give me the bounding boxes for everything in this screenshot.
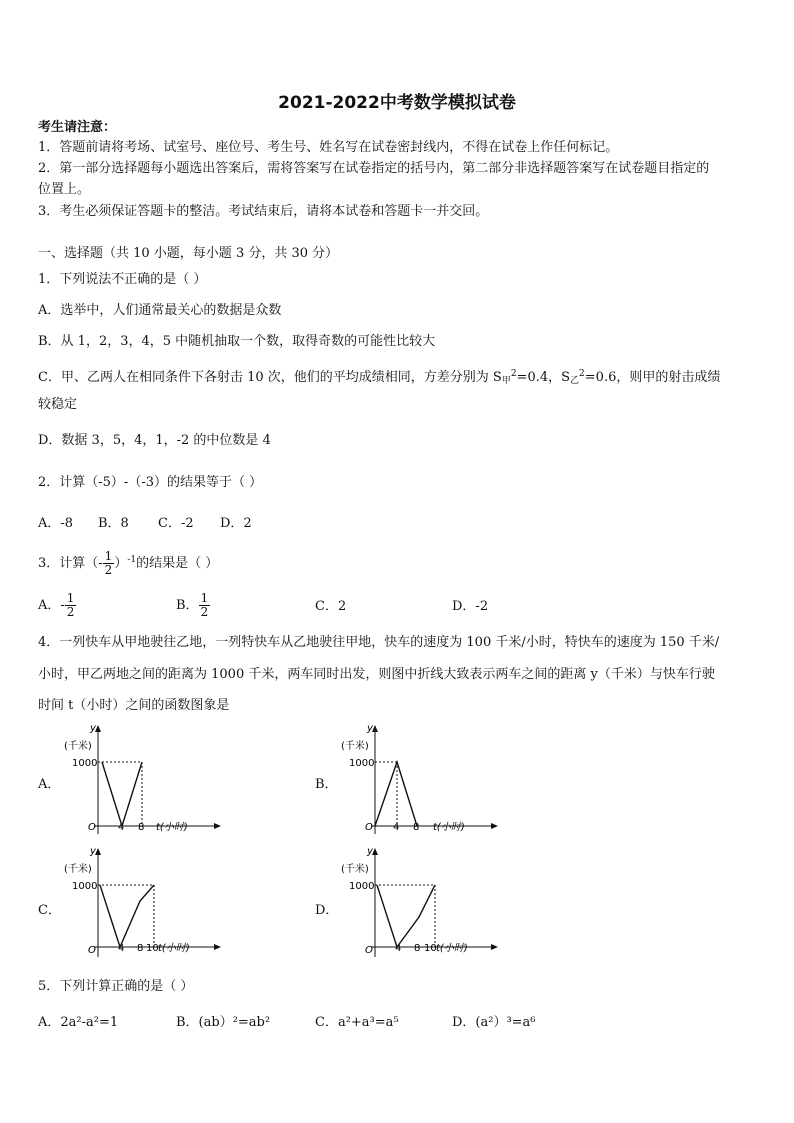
q1-option-d: D．数据 3，5，4，1，-2 的中位数是 4 — [38, 433, 271, 448]
q4-label-c: C． — [38, 903, 61, 918]
q4-label-b: B． — [315, 777, 338, 792]
q3-a-pre: A．- — [38, 598, 65, 613]
q3-frac-den: 2 — [104, 563, 113, 577]
q1-c-text1: C．甲、乙两人在相同条件下各射击 10 次，他们的平均成绩相同，方差分别为 S — [38, 370, 502, 385]
y-axis-label: y — [90, 846, 96, 857]
x-tick-8: 8 — [414, 943, 421, 954]
x-axis-label: t(小时) — [158, 943, 190, 954]
x-tick-10: 10 — [146, 943, 159, 954]
q4-label-d: D． — [315, 903, 339, 918]
notice-item-2: 2．第一部分选择题每小题选出答案后，需将答案写在试卷指定的括号内，第二部分非选择题答案写在试卷题目指定的 — [38, 161, 710, 176]
graph-line — [102, 762, 142, 826]
section-heading: 一、选择题（共 10 小题，每小题 3 分，共 30 分） — [38, 246, 339, 261]
y-unit-label: (千米) — [341, 864, 369, 875]
y-unit-label: (千米) — [341, 741, 369, 752]
q5-stem: 5．下列计算正确的是（ ） — [38, 979, 194, 994]
q4-graph-b — [335, 722, 505, 844]
q4-line-1: 4．一列快车从甲地驶往乙地，一列特快车从乙地驶往甲地，快车的速度为 100 千米/小时，特快车的速度为 150 千米/ — [38, 635, 720, 650]
x-axis-label: t(小时) — [436, 943, 468, 954]
q3-stem-end: 的结果是（ ） — [136, 556, 219, 571]
q1-option-c-cont: 较稳定 — [38, 397, 78, 412]
q1-option-c — [38, 366, 720, 389]
x-tick-4: 4 — [118, 822, 125, 833]
q1-stem: 1．下列说法不正确的是（ ） — [38, 272, 207, 287]
q2-option-b: B．8 — [98, 516, 129, 531]
y-unit-label: (千米) — [64, 864, 92, 875]
x-axis-arrow — [214, 944, 221, 950]
origin-label: O — [365, 945, 373, 956]
q3-a-den: 2 — [66, 605, 75, 619]
x-axis-label: t(小时) — [156, 822, 188, 833]
x-tick-4: 4 — [118, 943, 125, 954]
notice-heading: 考生请注意： — [38, 120, 117, 135]
q3-b-den: 2 — [200, 605, 209, 619]
q4-graph-a — [58, 722, 228, 844]
y-axis-label: y — [90, 723, 96, 734]
x-axis-arrow — [214, 823, 221, 829]
x-axis-arrow — [491, 944, 498, 950]
y-axis-label: y — [367, 846, 373, 857]
q1-c-sub-yi: 乙 — [570, 376, 580, 386]
graph-line — [375, 762, 417, 826]
origin-label: O — [88, 822, 96, 833]
q2-option-a: A．-8 — [38, 516, 74, 531]
q1-option-a: A．选举中，人们通常最关心的数据是众数 — [38, 303, 282, 318]
q1-c-sq2: 2 — [579, 369, 585, 379]
y-tick-1000: 1000 — [72, 758, 98, 769]
origin-label: O — [365, 822, 373, 833]
q3-option-d: D．-2 — [452, 599, 489, 614]
q4-label-a: A． — [38, 777, 61, 792]
q5-option-a: A．2a²-a²=1 — [38, 1015, 119, 1030]
y-unit-label: (千米) — [64, 741, 92, 752]
q5-option-b: B．(ab）²=ab² — [176, 1015, 271, 1030]
x-tick-8: 8 — [137, 943, 144, 954]
q3-stem — [38, 550, 218, 577]
q3-stem-post: ） — [114, 556, 128, 571]
q4-graph-d — [335, 845, 505, 967]
q2-stem: 2．计算（-5）-（-3）的结果等于（ ） — [38, 475, 263, 490]
q3-option-a — [38, 592, 76, 619]
q2-option-c: C．-2 — [158, 516, 194, 531]
q3-fraction — [103, 550, 115, 577]
q3-b-fraction — [199, 592, 211, 619]
q1-c-sub-jia: 甲 — [501, 376, 511, 386]
q3-frac-num: 1 — [104, 549, 113, 563]
q5-option-d: D．(a²）³=a⁶ — [452, 1015, 536, 1030]
q3-stem-pre: 3．计算（- — [38, 556, 103, 571]
x-tick-10: 10 — [424, 943, 437, 954]
q5-option-c: C．a²+a³=a⁵ — [315, 1015, 399, 1030]
q4-line-2: 小时，甲乙两地之间的距离为 1000 千米，两车同时出发，则图中折线大致表示两车之间的距离 y（千米）与快车行驶 — [38, 667, 715, 682]
origin-label: O — [88, 945, 96, 956]
q1-c-sq1: 2 — [510, 369, 517, 379]
q3-power: -1 — [127, 555, 137, 565]
notice-item-1: 1．答题前请将考场、试室号、座位号、考生号、姓名写在试卷密封线内，不得在试卷上作任何标记。 — [38, 140, 619, 155]
q2-option-d: D．2 — [220, 516, 252, 531]
q4-line-3: 时间 t（小时）之间的函数图象是 — [38, 698, 230, 713]
y-axis-label: y — [367, 723, 373, 734]
q3-b-pre: B． — [176, 598, 199, 613]
x-axis-arrow — [491, 823, 498, 829]
notice-item-3: 3．考生必须保证答题卡的整洁。考试结束后，请将本试卷和答题卡一并交回。 — [38, 204, 489, 219]
q1-option-b: B．从 1，2，3，4，5 中随机抽取一个数，取得奇数的可能性比较大 — [38, 334, 436, 349]
q3-a-fraction — [65, 592, 77, 619]
q3-b-num: 1 — [200, 591, 209, 605]
q1-c-text2: =0.4，S — [516, 370, 571, 385]
q3-option-c: C．2 — [315, 599, 347, 614]
y-tick-1000: 1000 — [349, 758, 375, 769]
q1-c-text3: =0.6，则甲的射击成绩 — [584, 370, 721, 385]
y-tick-1000: 1000 — [349, 881, 375, 892]
q3-a-num: 1 — [66, 591, 75, 605]
q4-graph-c — [58, 845, 228, 967]
x-axis-label: t(小时) — [433, 822, 465, 833]
x-tick-8: 8 — [413, 822, 420, 833]
y-tick-1000: 1000 — [72, 881, 98, 892]
graph-line — [100, 885, 154, 947]
graph-line — [377, 885, 435, 947]
x-tick-8: 8 — [138, 822, 145, 833]
page-title: 2021-2022中考数学模拟试卷 — [278, 93, 516, 113]
q3-option-b — [176, 592, 210, 619]
x-tick-4: 4 — [393, 822, 400, 833]
x-tick-4: 4 — [395, 943, 402, 954]
notice-item-2-cont: 位置上。 — [38, 182, 91, 197]
